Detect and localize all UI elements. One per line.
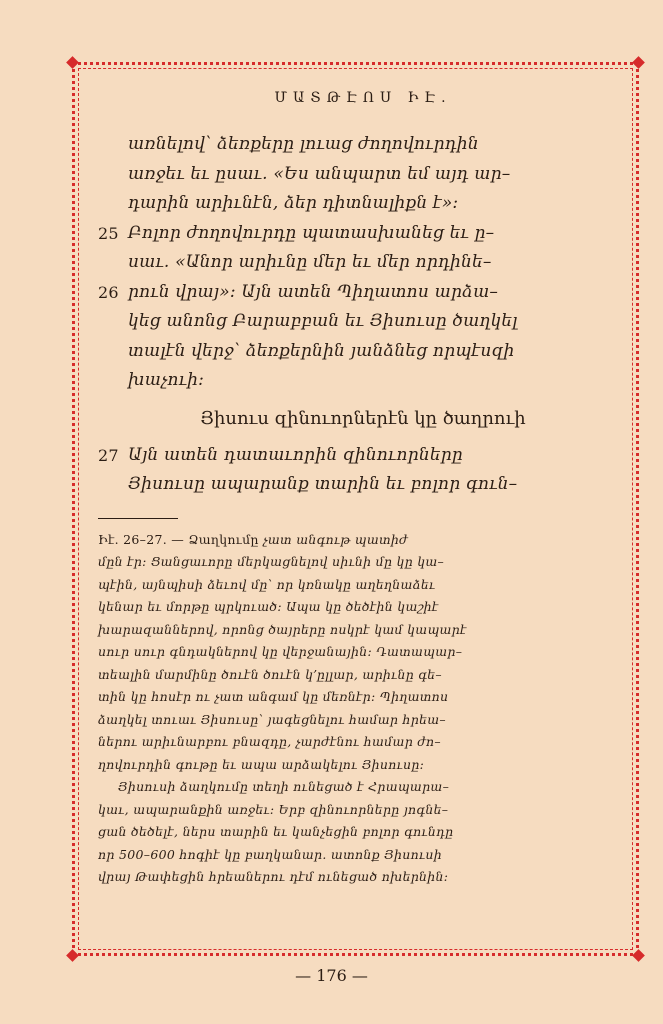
footnote-text: ներու արիւնարբու բնազդը, չարժէնու համար ժո–: [98, 734, 441, 749]
verse-number: 27: [98, 445, 119, 465]
section-title: Յիսուս զինուորներէն կը ծաղրուի: [200, 407, 526, 429]
text-line: [128, 248, 598, 278]
footnote-text: ձաղկել տուաւ Յիսուսը՝ յագեցնելու համար հրեա–: [98, 711, 446, 727]
footnote-text: որ 500–600 հոգիէ կը բաղկանար. ատոնք Յիսուսի: [98, 846, 442, 862]
footnote-text: չատ անգութ պատիժ: [258, 531, 408, 547]
footnote-text: վրայ Թափեցին հրեաներու դէմ ունեցած ոխերնին։: [98, 869, 449, 884]
footnote-line: [98, 731, 593, 754]
line-text: Բոլոր ժողովուրդը պատասխանեց եւ ը–: [128, 222, 495, 243]
footnote-line: [98, 664, 593, 687]
text-line: [128, 307, 598, 337]
footnote-line: [98, 709, 593, 732]
footnote-line: [98, 641, 593, 664]
text-line: [98, 219, 598, 249]
footnote-line: [98, 799, 593, 822]
page-number: — 176 —: [295, 966, 368, 985]
body-text: [98, 130, 598, 396]
text-line: [98, 441, 598, 471]
text-line: [128, 366, 598, 396]
border-corner-ornament: [632, 56, 645, 69]
footnote-line: [98, 596, 593, 619]
footnote-line: [98, 821, 593, 844]
footnote-lead: Իէ. 26–27. — Ձաղկումը: [98, 531, 259, 547]
text-line: [128, 130, 598, 160]
footnote-text: սուր սուր գնդակներով կը վերջանային։ Դատապար–: [98, 644, 463, 659]
text-line: [128, 160, 598, 190]
border-corner-ornament: [66, 56, 79, 69]
line-text: սաւ. «Անոր արիւնը մեր եւ մեր որդինե–: [128, 252, 492, 272]
footnote-line: [98, 529, 593, 552]
line-text: րուն վրայ»։ Այն ատեն Պիղատոս արձա–: [128, 281, 499, 302]
footnote-text: ղովուրդին գութը եւ ապա արձակելու Յիսուսը։: [98, 756, 425, 772]
footnote: [98, 529, 593, 889]
footnote-text: տեալին մարմինը ծուէն ծուէն կ՚ըլլար, արիւնը գե–: [98, 666, 442, 682]
line-text: կեց անոնց Բարաբբան եւ Յիսուսը ծաղկել: [128, 311, 518, 331]
text-line: [98, 278, 598, 308]
line-text: Յիսուսը ապարանք տարին եւ բոլոր գուն–: [128, 474, 518, 494]
footnote-line: [98, 844, 593, 867]
footnote-line: [98, 574, 593, 597]
page-content: [98, 90, 598, 889]
verse-number: 25: [98, 223, 119, 243]
running-head: ՄԱՏԹԷՈՍ ԻԷ.: [274, 90, 452, 106]
footnote-text: կաւ, ապարանքին առջեւ։ Երբ զինուորները յոգնե–: [98, 801, 449, 817]
footnote-rule: [98, 518, 178, 519]
footnote-line: [98, 551, 593, 574]
footnote-text: կենար եւ մորթը պրկուած։ Ապա կը ծեծէին կաշիէ: [98, 599, 439, 614]
footnote-text: մըն էր։ Ցանցաւորը մերկացնելով սիւնի մը կը կա–: [98, 554, 445, 569]
body-text-2: [98, 441, 598, 500]
line-text: խաչուի։: [128, 370, 205, 390]
footnote-line: [98, 686, 593, 709]
line-text: առնելով՝ ձեռքերը լուաց ժողովուրդին: [128, 134, 479, 154]
line-text: դարին արիւնէն, ձեր դիտնալիքն է»։: [128, 193, 459, 213]
line-text: առջեւ եւ ըսաւ. «Ես անպարտ եմ այդ ար–: [128, 163, 511, 184]
verse-number: 26: [98, 282, 119, 302]
text-line: [128, 470, 598, 500]
footnote-line: [98, 776, 593, 799]
border-corner-ornament: [632, 949, 645, 962]
footnote-text: ցան ծեծելէ, ներս տարին եւ կանչեցին բոլոր գունդը: [98, 824, 454, 839]
footnote-text: պէին, այնպիսի ձեւով մը՝ որ կռնակը աղեղնաձեւ: [98, 576, 436, 592]
text-line: [128, 337, 598, 367]
footnote-text: տին կը հոսէր ու չատ անգամ կը մեռնէր։ Պիղատոս: [98, 689, 449, 704]
line-text: Այն ատեն դատաւորին զինուորները: [128, 444, 463, 465]
text-line: [128, 189, 598, 219]
footnote-line: [98, 754, 593, 777]
footnote-line: [98, 866, 593, 889]
footnote-line: [98, 619, 593, 642]
footnote-text: Յիսուսի ձաղկումը տեղի ունեցած է Հրապարա–: [118, 779, 450, 794]
border-corner-ornament: [66, 949, 79, 962]
footnote-text: խարազաններով, որոնց ծայրերը ոսկրէ կամ կապարէ: [98, 621, 467, 637]
line-text: տալէն վերջ՝ ձեռքերնին յանձնեց որպէսզի: [128, 340, 515, 361]
